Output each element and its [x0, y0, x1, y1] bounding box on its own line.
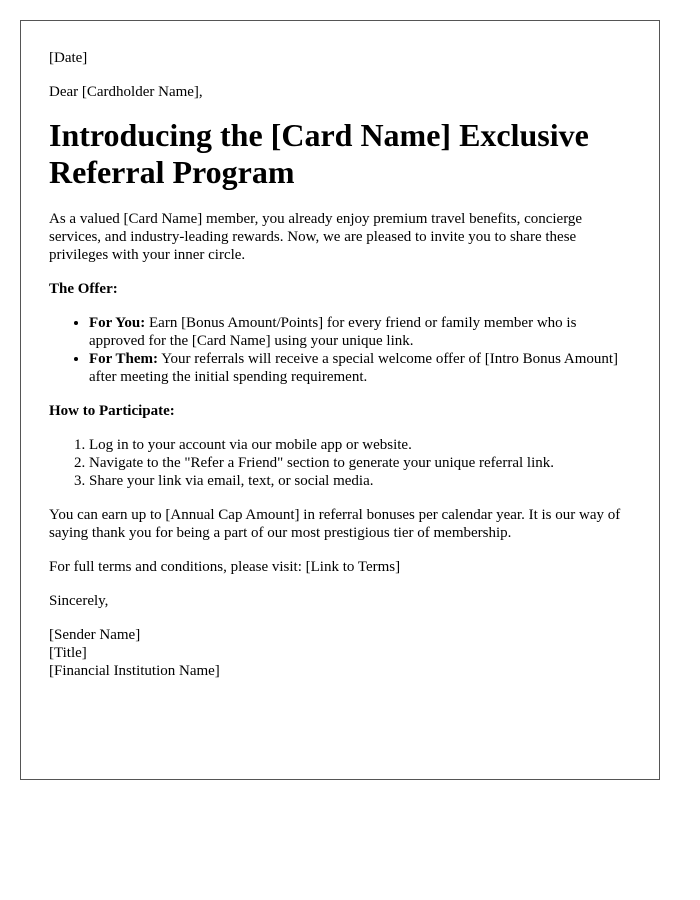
step-item: 3. Share your link via email, text, or social media.	[89, 472, 631, 490]
step-item: 2. Navigate to the "Refer a Friend" section to generate your unique referral link.	[89, 454, 631, 472]
letter-date: [Date]	[49, 50, 88, 66]
offer-item-them	[89, 350, 631, 386]
cap-paragraph: You can earn up to [Annual Cap Amount] in referral bonuses per calendar year. It is our way of saying thank you for being a part of our most prestigious tier of membership.	[49, 507, 621, 541]
intro-paragraph: As a valued [Card Name] member, you already enjoy premium travel benefits, concierge services, and industry-leading rewards. Now, we are pleased to invite you to share these privileges with your inner circle.	[49, 211, 583, 263]
offer-item-text: Your referrals will receive a special welcome offer of [Intro Bonus Amount] after meeting the initial spending requirement.	[89, 351, 619, 385]
terms-paragraph: For full terms and conditions, please visit: [Link to Terms]	[49, 559, 401, 575]
salutation: Dear [Cardholder Name],	[49, 84, 203, 100]
sender-name: [Sender Name]	[49, 627, 141, 643]
offer-item-label: For Them:	[89, 351, 159, 367]
signature-block	[49, 626, 631, 680]
offer-title: The Offer:	[49, 281, 118, 297]
institution-name: [Financial Institution Name]	[49, 663, 220, 679]
sender-title: [Title]	[49, 645, 87, 661]
letter-headline: Introducing the [Card Name] Exclusive Referral Program	[49, 117, 589, 190]
offer-item-text: Earn [Bonus Amount/Points] for every friend or family member who is approved for the [Card Name] using your unique link.	[89, 315, 577, 349]
offer-list	[49, 314, 631, 386]
participate-title: How to Participate:	[49, 403, 175, 419]
offer-item-you	[89, 314, 631, 350]
offer-item-label: For You:	[89, 315, 146, 331]
step-item: 1. Log in to your account via our mobile app or website.	[89, 436, 631, 454]
sign-off: Sincerely,	[49, 593, 109, 609]
participate-steps	[49, 436, 631, 490]
letter-page	[20, 20, 660, 780]
